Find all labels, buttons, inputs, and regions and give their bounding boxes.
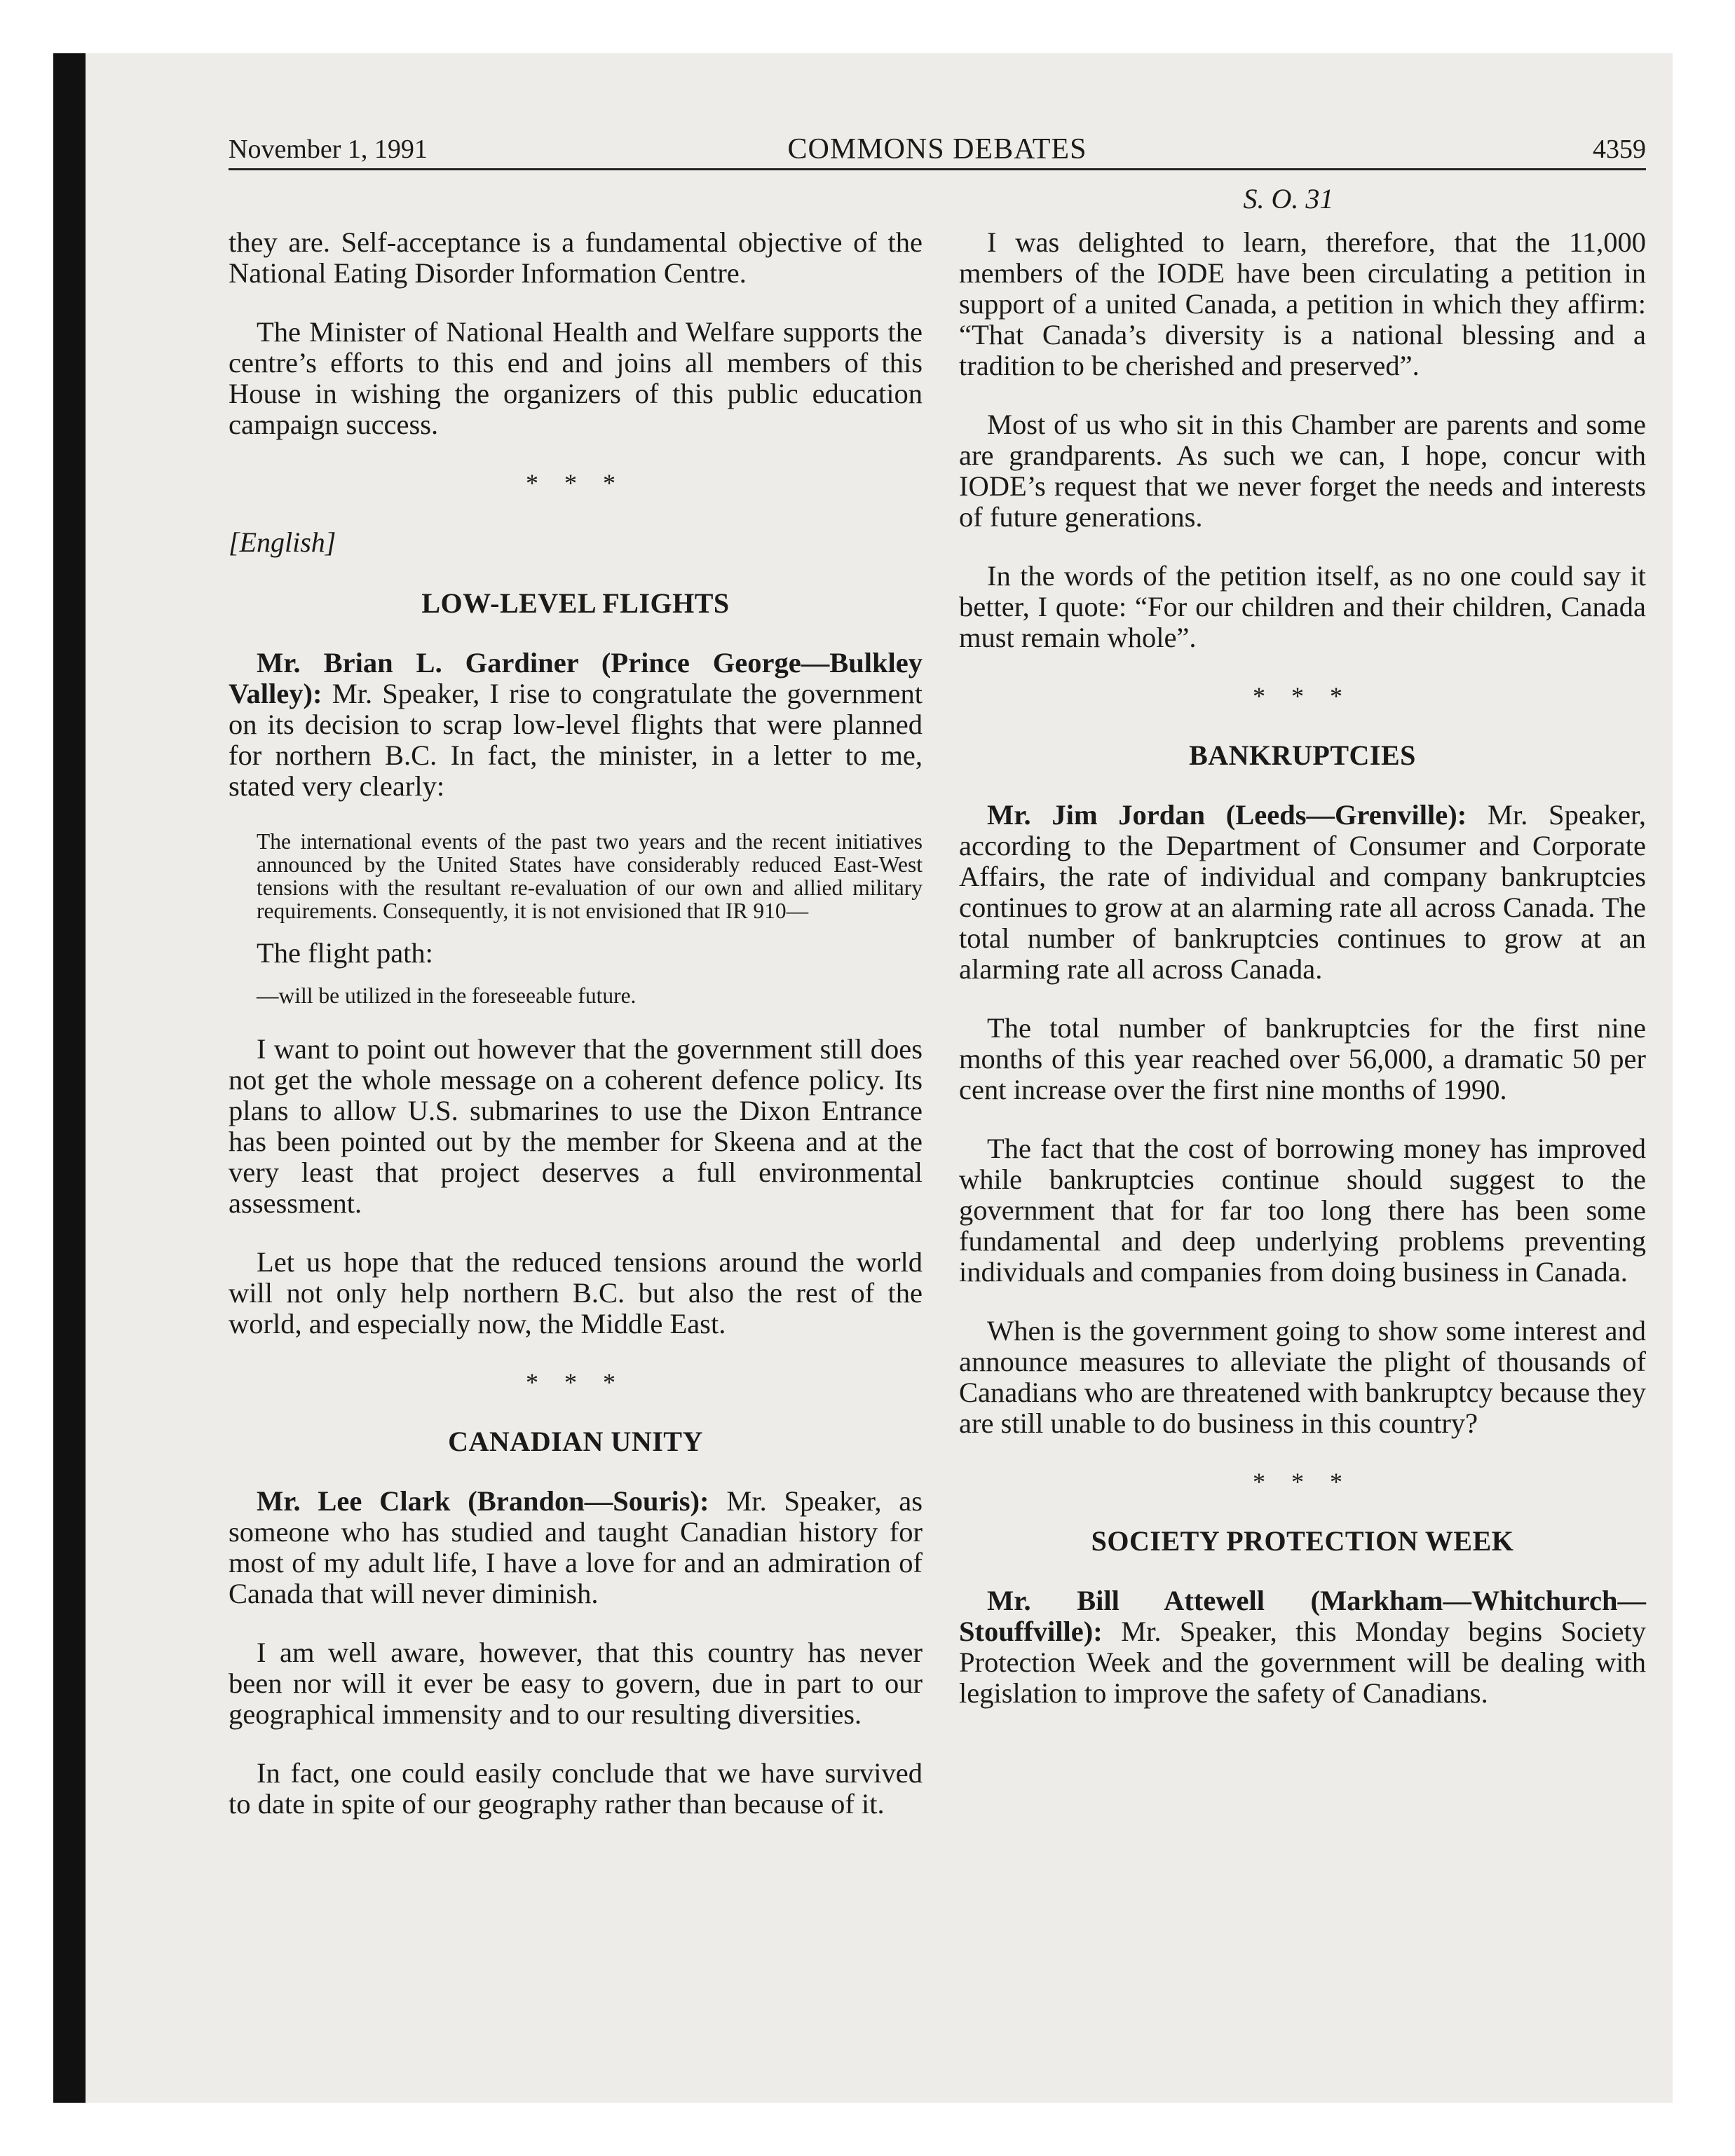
- speech-paragraph: [959, 800, 1646, 985]
- block-quote: The international events of the past two years and the recent initiatives announced by the United States have considerably reduced East-West tensions with the resultant re-evaluation of our own and allied military requirements. Consequently, it is not envisioned that IR 910—: [257, 829, 923, 923]
- speech-text: Mr. Speaker, this Monday begins Society Protection Week and the government will be dealing with legislation to improve the safety of Canadians.: [959, 1616, 1646, 1709]
- language-marker: [English]: [229, 526, 336, 558]
- page-content: [177, 53, 1665, 2103]
- paragraph: The Minister of National Health and Welfare supports the centre’s efforts to this end and joins all members of this House in wishing the organizers of this public education campaign success.: [229, 316, 923, 440]
- paragraph: I am well aware, however, that this country has never been nor will it ever be easy to govern, due in part to our geographical immensity and to our resulting diversities.: [229, 1637, 923, 1730]
- scanned-page: [53, 53, 1673, 2103]
- section-separator: * * *: [526, 469, 625, 497]
- speaker-name: Mr. Jim Jordan (Leeds—Grenville):: [987, 799, 1467, 831]
- header-date: November 1, 1991: [229, 135, 428, 164]
- paragraph: The fact that the cost of borrowing money has improved while bankruptcies continue should suggest to the government that for far too long there has been some fundamental and deep underlying problems preventing individuals and companies from doing business in Canada.: [959, 1133, 1646, 1288]
- section-heading: CANADIAN UNITY: [448, 1426, 703, 1457]
- section-heading: SOCIETY PROTECTION WEEK: [1091, 1525, 1514, 1557]
- paragraph: they are. Self-acceptance is a fundamental objective of the National Eating Disorder Information Centre.: [229, 226, 923, 289]
- speaker-name: Mr. Lee Clark (Brandon—Souris):: [257, 1485, 709, 1517]
- speech-paragraph: [229, 648, 923, 802]
- paragraph: In the words of the petition itself, as no one could say it better, I quote: “For our children and their children, Canada must remain whole”.: [959, 560, 1646, 653]
- paragraph: I was delighted to learn, therefore, that the 11,000 members of the IODE have been circulating a petition in support of a united Canada, a petition in which they affirm: “That Canada’s diversity is a national blessing and a tradition to be cherished and preserved”.: [959, 226, 1646, 381]
- running-header: [229, 130, 1646, 170]
- paragraph: The flight path:: [257, 937, 433, 969]
- speech-text: Mr. Speaker, according to the Department of Consumer and Corporate Affairs, the rate of individual and company bankruptcies continues to grow at an alarming rate all across Canada. The total number of bankruptcies continues to grow at an alarming rate all across Canada.: [959, 799, 1646, 985]
- paragraph: Most of us who sit in this Chamber are parents and some are grandparents. As such we can, I hope, concur with IODE’s request that we never forget the needs and interests of future generations.: [959, 409, 1646, 533]
- paragraph: When is the government going to show some interest and announce measures to alleviate the plight of thousands of Canadians who are threatened with bankruptcy because they are still unable to do business in this country?: [959, 1315, 1646, 1439]
- page-number: 4359: [1593, 135, 1646, 164]
- section-separator: * * *: [526, 1368, 625, 1396]
- section-heading: LOW-LEVEL FLIGHTS: [421, 587, 730, 619]
- standing-order-marker: S. O. 31: [1243, 183, 1334, 214]
- speech-paragraph: [229, 1486, 923, 1609]
- speech-text: Mr. Speaker, I rise to congratulate the government on its decision to scrap low-level flights that were planned for northern B.C. In fact, the minister, in a letter to me, stated very clearly:: [229, 678, 923, 802]
- speaker-name: Mr. Bill Attewell (Markham—Whitchurch—Stouffville):: [959, 1585, 1646, 1647]
- paragraph: I want to point out however that the government still does not get the whole message on a coherent defence policy. Its plans to allow U.S. submarines to use the Dixon Entrance has been pointed out by the member for Skeena and at the very least that project deserves a full environmental assessment.: [229, 1033, 923, 1219]
- paragraph: Let us hope that the reduced tensions around the world will not only help northern B.C. but also the rest of the world, and especially now, the Middle East.: [229, 1246, 923, 1339]
- speaker-name: Mr. Brian L. Gardiner (Prince George—Bulkley Valley):: [229, 647, 923, 709]
- binding-edge: [53, 53, 86, 2103]
- header-title: COMMONS DEBATES: [787, 133, 1087, 165]
- speech-text: Mr. Speaker, as someone who has studied and taught Canadian history for most of my adult life, I have a love for and an admiration of Canada that will never diminish.: [229, 1485, 923, 1609]
- section-separator: * * *: [1253, 682, 1352, 710]
- paragraph: In fact, one could easily conclude that we have survived to date in spite of our geography rather than because of it.: [229, 1757, 923, 1820]
- speech-paragraph: [959, 1585, 1646, 1709]
- section-separator: * * *: [1253, 1468, 1352, 1496]
- section-heading: BANKRUPTCIES: [1189, 739, 1416, 771]
- block-quote: —will be utilized in the foreseeable future.: [257, 983, 637, 1008]
- paragraph: The total number of bankruptcies for the first nine months of this year reached over 56,000, a dramatic 50 per cent increase over the first nine months of 1990.: [959, 1012, 1646, 1105]
- left-column: [229, 227, 923, 1848]
- right-column: [959, 227, 1646, 1737]
